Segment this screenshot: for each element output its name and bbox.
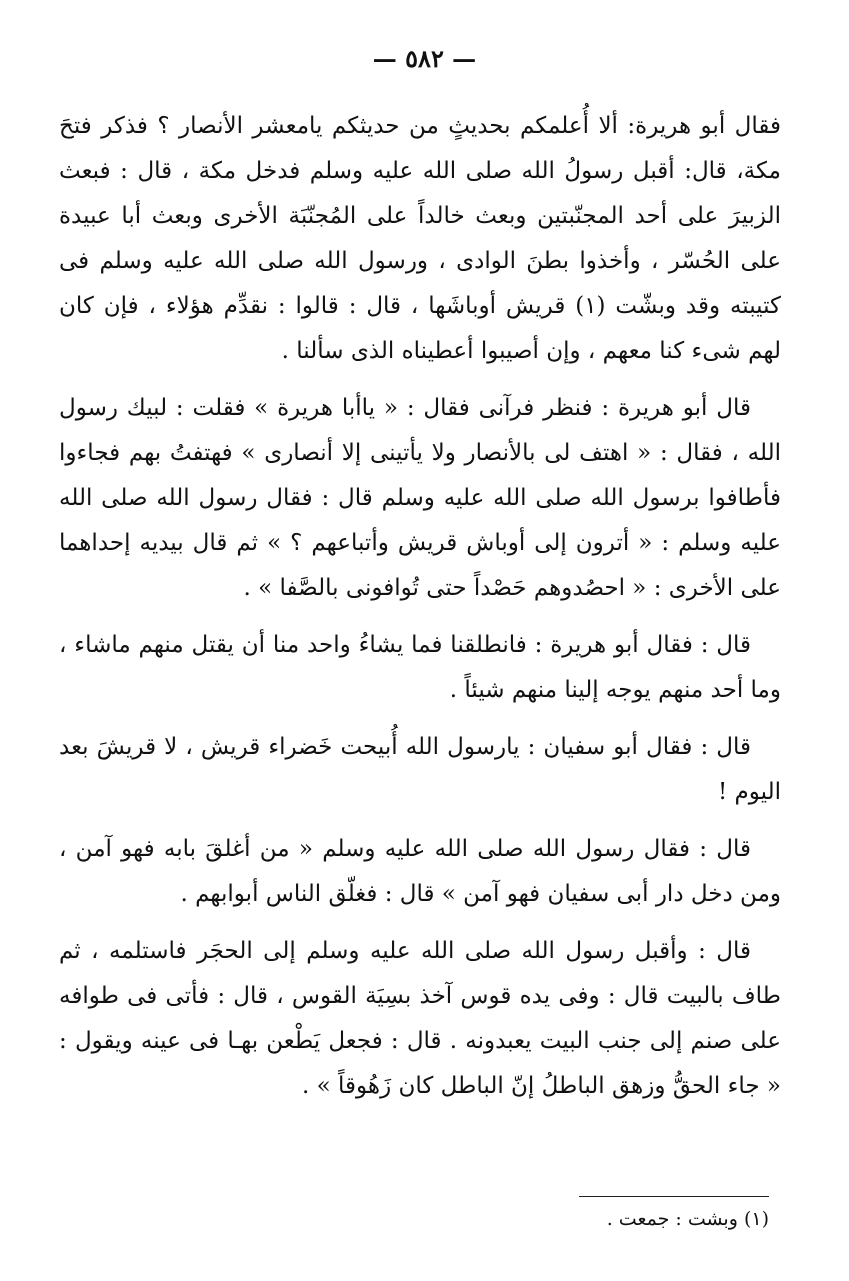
paragraph-1: فقال أبو هريرة: ألا أُعلمكم بحديثٍ من حديثكم يامعشر الأنصار ؟ فذكر فتحَ مكة، قال: أقبل رسولُ الله صلى الله عليه وسلم فدخل مكة ، قال : فبعث الزبيرَ على أحد المجنّبتين وبعث خالداً على المُجنّبَة الأخرى وبعث أبا عبيدة على الحُسّر ، وأخذوا بطنَ الوادى ، ورسول الله صلى الله عليه وسلم فى كتيبته وقد وبشّت (١) قريش أوباشَها ، قال : قالوا : نقدِّم هؤلاء ، فإن كان لهم شىء كنا معهم ، وإن أصيبوا أعطيناه الذى سألنا .: [59, 113, 782, 364]
paragraph-6: قال : وأقبل رسول الله صلى الله عليه وسلم إلى الحجَر فاستلمه ، ثم طاف بالبيت قال : وفى يده قوس آخذ بسِيَة القوس ، قال : فأتى فى طوافه على صنم إلى جنب البيت يعبدونه . قال : فجعل يَطْعن بهـا فى عينه ويقول : « جاء الحقُّ وزهق الباطلُ إنّ الباطل كان زَهُوقاً » .: [59, 938, 781, 1099]
paragraph-5: قال : فقال رسول الله صلى الله عليه وسلم « من أغلقَ بابه فهو آمن ، ومن دخل دار أبى سفيان فهو آمن » قال : فغلّق الناس أبوابهم .: [59, 836, 781, 907]
paragraph-2: قال أبو هريرة : فنظر فرآنى فقال : « ياأبا هريرة » فقلت : لبيك رسول الله ، فقال : « اهتف لى بالأنصار ولا يأتينى إلا أنصارى » فهتفتُ بهم فجاءوا فأطافوا برسول الله صلى الله عليه وسلم قال : فقال رسول الله صلى الله عليه وسلم : « أترون إلى أوباش قريش وأتباعهم ؟ » ثم قال بيديه إحداهما على الأخرى : « احصُدوهم حَصْداً حتى تُوافونى بالصَّفا » .: [59, 395, 781, 601]
page-number: — ٥٨٢ —: [372, 44, 477, 73]
footnote-divider: [579, 1196, 769, 1197]
paragraph-3: قال : فقال أبو هريرة : فانطلقنا فما يشاءُ واحد منا أن يقتل منهم ماشاء ، وما أحد منهم يوجه إلينا منهم شيئاً .: [59, 632, 781, 703]
body-text: [59, 104, 781, 1121]
paragraph-4: قال : فقال أبو سفيان : يارسول الله أُبيحت خَضراء قريش ، لا قريشَ بعد اليوم !: [59, 734, 781, 805]
footnote: (١) وبشت : جمعت .: [606, 1208, 769, 1230]
